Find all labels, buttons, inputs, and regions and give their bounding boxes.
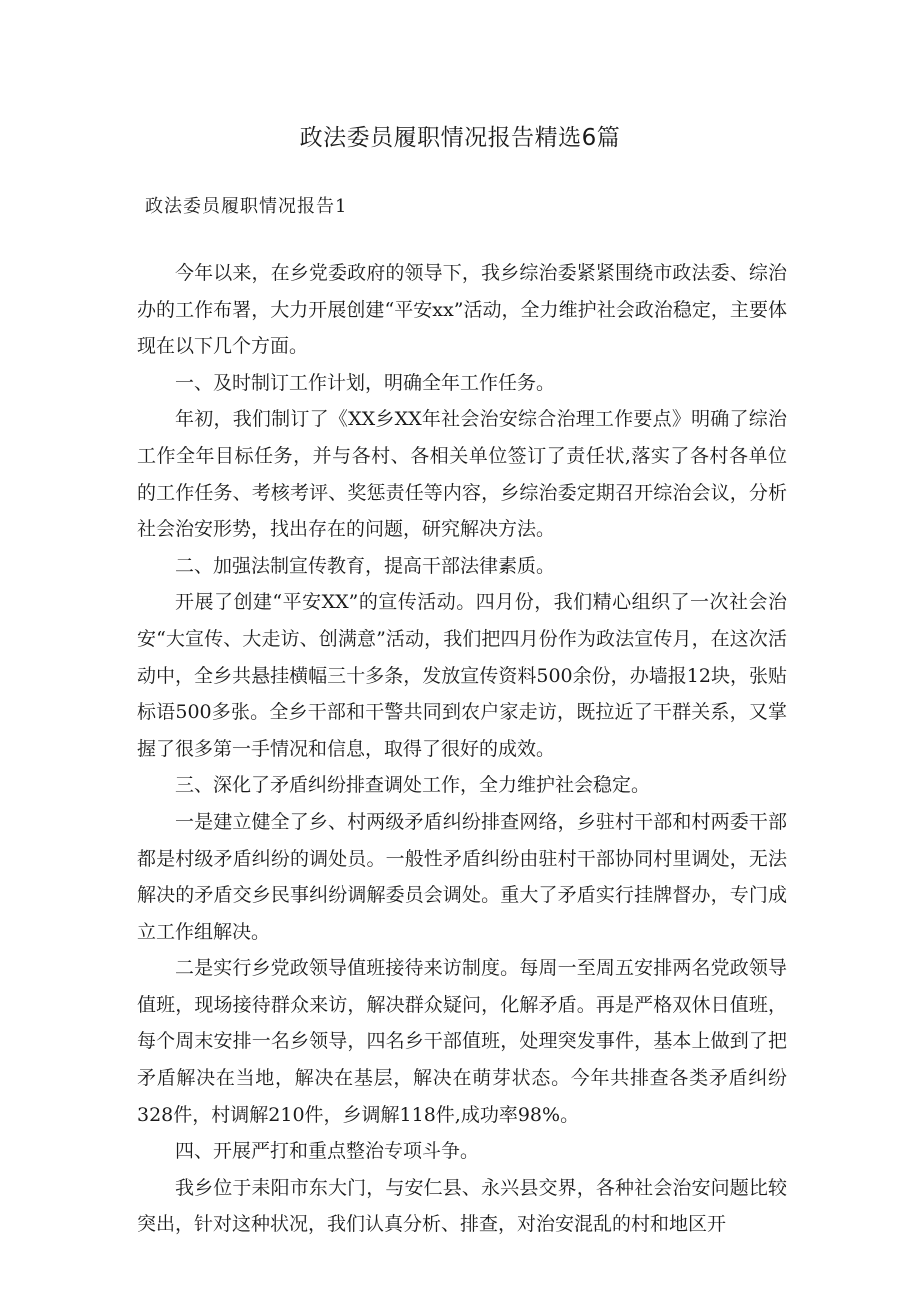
paragraph-duty-system: 二是实行乡党政领导值班接待来访制度。每周一至周五安排两名党政领导值班，现场接待群众来访，解决群众疑问，化解矛盾。再是严格双休日值班，每个周末安排一名乡领导，四名乡干部值班，处理突发事件，基本上做到了把矛盾解决在当地，解决在基层，解决在萌芽状态。今年共排查各类矛盾纠纷328件，村调解210件，乡调解118件,成功率98%。: [137, 957, 787, 1126]
paragraph-plan: 年初，我们制订了《XX乡XX年社会治安综合治理工作要点》明确了综治工作全年目标任务，并与各村、各相关单位签订了责任状,落实了各村各单位的工作任务、考核考评、奖惩责任等内容，乡综治委定期召开综治会议，分析社会治安形势，找出存在的问题，研究解决方法。: [137, 408, 787, 541]
document-title: 政法委员履职情况报告精选6篇: [299, 125, 621, 151]
document-body: [137, 255, 787, 1243]
section-heading-1: 一、及时制订工作计划，明确全年工作任务。: [175, 371, 556, 394]
paragraph-dispute-network: 一是建立健全了乡、村两级矛盾纠纷排查网络，乡驻村干部和村两委干部都是村级矛盾纠纷的调处员。一般性矛盾纠纷由驻村干部协同村里调处，无法解决的矛盾交乡民事纠纷调解委员会调处。重大了矛盾实行挂牌督办，专门成立工作组解决。: [137, 810, 787, 943]
paragraph-crackdown: 我乡位于耒阳市东大门，与安仁县、永兴县交界，各种社会治安问题比较突出，针对这种状况，我们认真分析、排查，对治安混乱的村和地区开: [137, 1176, 787, 1236]
paragraph-intro: 今年以来，在乡党委政府的领导下，我乡综治委紧紧围绕市政法委、综治办的工作布署，大力开展创建“平安xx”活动，全力维护社会政治稳定，主要体现在以下几个方面。: [137, 262, 787, 358]
section-heading-2: 二、加强法制宣传教育，提高干部法律素质。: [175, 554, 556, 577]
section-heading-3: 三、深化了矛盾纠纷排查调处工作，全力维护社会稳定。: [175, 774, 651, 797]
section-subtitle: 政法委员履职情况报告1: [145, 196, 348, 217]
paragraph-publicity: 开展了创建“平安XX”的宣传活动。四月份，我们精心组织了一次社会治安“大宣传、大走访、创满意”活动，我们把四月份作为政法宣传月，在这次活动中，全乡共悬挂横幅三十多条，发放宣传资料500余份，办墙报12块，张贴标语500多张。全乡干部和干警共同到农户家走访，既拉近了干群关系，又掌握了很多第一手情况和信息，取得了很好的成效。: [137, 591, 787, 760]
section-heading-4: 四、开展严打和重点整治专项斗争。: [175, 1140, 480, 1163]
